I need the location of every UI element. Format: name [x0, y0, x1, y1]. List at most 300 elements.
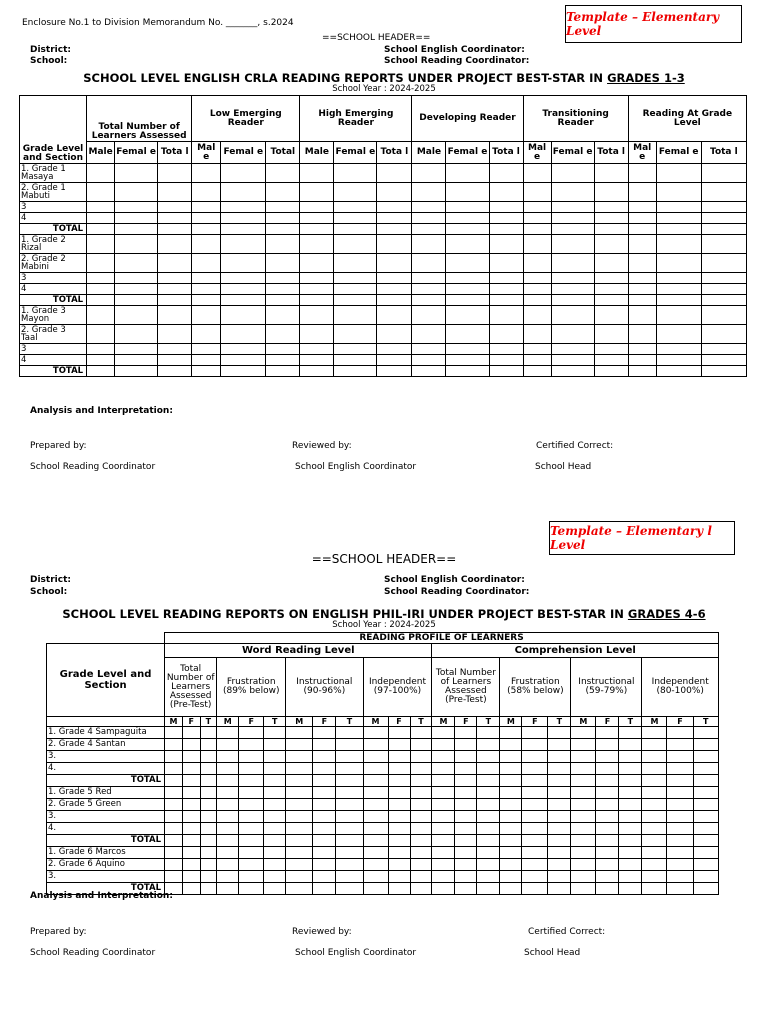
data-cell[interactable] [701, 273, 746, 284]
data-cell[interactable] [523, 306, 551, 325]
data-cell[interactable] [217, 811, 239, 823]
data-cell[interactable] [642, 847, 667, 859]
data-cell[interactable] [336, 763, 363, 775]
data-cell[interactable] [571, 739, 596, 751]
data-cell[interactable] [693, 811, 718, 823]
data-cell[interactable] [200, 811, 217, 823]
data-cell[interactable] [523, 284, 551, 295]
data-cell[interactable] [667, 859, 693, 871]
data-cell[interactable] [334, 202, 377, 213]
data-cell[interactable] [300, 295, 334, 306]
data-cell[interactable] [642, 883, 667, 895]
data-cell[interactable] [182, 883, 200, 895]
data-cell[interactable] [264, 823, 286, 835]
data-cell[interactable] [200, 751, 217, 763]
data-cell[interactable] [432, 727, 455, 739]
data-cell[interactable] [115, 355, 158, 366]
data-cell[interactable] [628, 213, 656, 224]
data-cell[interactable] [500, 799, 522, 811]
data-cell[interactable] [693, 799, 718, 811]
data-cell[interactable] [158, 224, 192, 235]
data-cell[interactable] [500, 823, 522, 835]
data-cell[interactable] [477, 787, 500, 799]
data-cell[interactable] [446, 202, 489, 213]
data-cell[interactable] [115, 164, 158, 183]
data-cell[interactable] [693, 751, 718, 763]
data-cell[interactable] [594, 254, 628, 273]
data-cell[interactable] [182, 823, 200, 835]
data-cell[interactable] [548, 811, 571, 823]
data-cell[interactable] [182, 799, 200, 811]
data-cell[interactable] [221, 273, 266, 284]
data-cell[interactable] [548, 799, 571, 811]
data-cell[interactable] [410, 883, 432, 895]
data-cell[interactable] [377, 355, 412, 366]
data-cell[interactable] [363, 763, 388, 775]
data-cell[interactable] [548, 835, 571, 847]
data-cell[interactable] [489, 355, 523, 366]
data-cell[interactable] [221, 254, 266, 273]
data-cell[interactable] [412, 295, 446, 306]
data-cell[interactable] [693, 871, 718, 883]
data-cell[interactable] [522, 823, 548, 835]
data-cell[interactable] [523, 254, 551, 273]
data-cell[interactable] [548, 859, 571, 871]
data-cell[interactable] [286, 883, 313, 895]
data-cell[interactable] [266, 254, 300, 273]
data-cell[interactable] [410, 775, 432, 787]
data-cell[interactable] [363, 775, 388, 787]
data-cell[interactable] [522, 775, 548, 787]
data-cell[interactable] [264, 811, 286, 823]
data-cell[interactable] [363, 871, 388, 883]
data-cell[interactable] [446, 306, 489, 325]
data-cell[interactable] [286, 847, 313, 859]
data-cell[interactable] [412, 183, 446, 202]
data-cell[interactable] [642, 859, 667, 871]
data-cell[interactable] [192, 235, 221, 254]
data-cell[interactable] [300, 306, 334, 325]
data-cell[interactable] [522, 847, 548, 859]
data-cell[interactable] [165, 763, 183, 775]
data-cell[interactable] [221, 284, 266, 295]
data-cell[interactable] [239, 811, 264, 823]
data-cell[interactable] [336, 859, 363, 871]
data-cell[interactable] [200, 799, 217, 811]
data-cell[interactable] [701, 224, 746, 235]
data-cell[interactable] [336, 823, 363, 835]
data-cell[interactable] [596, 847, 619, 859]
data-cell[interactable] [701, 355, 746, 366]
data-cell[interactable] [446, 295, 489, 306]
data-cell[interactable] [334, 295, 377, 306]
data-cell[interactable] [596, 823, 619, 835]
data-cell[interactable] [87, 355, 115, 366]
data-cell[interactable] [192, 325, 221, 344]
data-cell[interactable] [596, 871, 619, 883]
data-cell[interactable] [286, 775, 313, 787]
data-cell[interactable] [628, 164, 656, 183]
data-cell[interactable] [628, 202, 656, 213]
data-cell[interactable] [221, 202, 266, 213]
data-cell[interactable] [200, 859, 217, 871]
data-cell[interactable] [446, 235, 489, 254]
data-cell[interactable] [410, 799, 432, 811]
data-cell[interactable] [200, 871, 217, 883]
data-cell[interactable] [701, 254, 746, 273]
data-cell[interactable] [377, 202, 412, 213]
data-cell[interactable] [551, 273, 594, 284]
data-cell[interactable] [336, 787, 363, 799]
data-cell[interactable] [446, 224, 489, 235]
data-cell[interactable] [217, 739, 239, 751]
data-cell[interactable] [165, 787, 183, 799]
data-cell[interactable] [239, 835, 264, 847]
data-cell[interactable] [522, 883, 548, 895]
data-cell[interactable] [313, 763, 336, 775]
data-cell[interactable] [300, 325, 334, 344]
data-cell[interactable] [489, 273, 523, 284]
data-cell[interactable] [477, 847, 500, 859]
data-cell[interactable] [500, 787, 522, 799]
data-cell[interactable] [656, 366, 701, 377]
data-cell[interactable] [656, 295, 701, 306]
data-cell[interactable] [500, 763, 522, 775]
data-cell[interactable] [455, 739, 477, 751]
data-cell[interactable] [377, 325, 412, 344]
data-cell[interactable] [432, 811, 455, 823]
data-cell[interactable] [239, 775, 264, 787]
data-cell[interactable] [410, 847, 432, 859]
data-cell[interactable] [412, 213, 446, 224]
data-cell[interactable] [300, 213, 334, 224]
data-cell[interactable] [594, 213, 628, 224]
data-cell[interactable] [217, 859, 239, 871]
data-cell[interactable] [286, 835, 313, 847]
data-cell[interactable] [388, 763, 410, 775]
data-cell[interactable] [377, 224, 412, 235]
data-cell[interactable] [115, 235, 158, 254]
data-cell[interactable] [363, 823, 388, 835]
data-cell[interactable] [412, 224, 446, 235]
data-cell[interactable] [477, 751, 500, 763]
data-cell[interactable] [300, 164, 334, 183]
data-cell[interactable] [667, 787, 693, 799]
data-cell[interactable] [182, 835, 200, 847]
data-cell[interactable] [500, 727, 522, 739]
data-cell[interactable] [264, 871, 286, 883]
data-cell[interactable] [619, 751, 642, 763]
data-cell[interactable] [548, 847, 571, 859]
data-cell[interactable] [596, 775, 619, 787]
data-cell[interactable] [594, 284, 628, 295]
data-cell[interactable] [571, 811, 596, 823]
data-cell[interactable] [165, 739, 183, 751]
data-cell[interactable] [455, 823, 477, 835]
data-cell[interactable] [619, 871, 642, 883]
data-cell[interactable] [300, 202, 334, 213]
data-cell[interactable] [642, 823, 667, 835]
data-cell[interactable] [221, 224, 266, 235]
data-cell[interactable] [165, 751, 183, 763]
data-cell[interactable] [221, 183, 266, 202]
data-cell[interactable] [286, 871, 313, 883]
data-cell[interactable] [477, 871, 500, 883]
data-cell[interactable] [667, 775, 693, 787]
data-cell[interactable] [264, 847, 286, 859]
data-cell[interactable] [217, 799, 239, 811]
data-cell[interactable] [551, 284, 594, 295]
data-cell[interactable] [594, 273, 628, 284]
data-cell[interactable] [693, 883, 718, 895]
data-cell[interactable] [313, 835, 336, 847]
data-cell[interactable] [619, 883, 642, 895]
data-cell[interactable] [264, 835, 286, 847]
data-cell[interactable] [477, 775, 500, 787]
data-cell[interactable] [432, 739, 455, 751]
data-cell[interactable] [87, 273, 115, 284]
data-cell[interactable] [200, 763, 217, 775]
data-cell[interactable] [115, 366, 158, 377]
data-cell[interactable] [286, 727, 313, 739]
data-cell[interactable] [594, 355, 628, 366]
data-cell[interactable] [182, 787, 200, 799]
data-cell[interactable] [158, 164, 192, 183]
data-cell[interactable] [656, 224, 701, 235]
data-cell[interactable] [489, 366, 523, 377]
data-cell[interactable] [701, 366, 746, 377]
data-cell[interactable] [87, 284, 115, 295]
data-cell[interactable] [388, 739, 410, 751]
data-cell[interactable] [642, 811, 667, 823]
data-cell[interactable] [266, 183, 300, 202]
data-cell[interactable] [477, 823, 500, 835]
data-cell[interactable] [500, 739, 522, 751]
data-cell[interactable] [571, 883, 596, 895]
data-cell[interactable] [551, 254, 594, 273]
data-cell[interactable] [455, 787, 477, 799]
data-cell[interactable] [158, 295, 192, 306]
data-cell[interactable] [500, 835, 522, 847]
data-cell[interactable] [548, 727, 571, 739]
data-cell[interactable] [158, 273, 192, 284]
data-cell[interactable] [363, 739, 388, 751]
data-cell[interactable] [667, 823, 693, 835]
data-cell[interactable] [477, 835, 500, 847]
data-cell[interactable] [158, 284, 192, 295]
data-cell[interactable] [500, 847, 522, 859]
data-cell[interactable] [313, 727, 336, 739]
data-cell[interactable] [523, 164, 551, 183]
data-cell[interactable] [87, 254, 115, 273]
data-cell[interactable] [523, 344, 551, 355]
data-cell[interactable] [455, 847, 477, 859]
data-cell[interactable] [115, 213, 158, 224]
data-cell[interactable] [165, 727, 183, 739]
data-cell[interactable] [158, 213, 192, 224]
data-cell[interactable] [158, 183, 192, 202]
data-cell[interactable] [455, 799, 477, 811]
data-cell[interactable] [115, 344, 158, 355]
data-cell[interactable] [388, 859, 410, 871]
data-cell[interactable] [523, 325, 551, 344]
data-cell[interactable] [596, 751, 619, 763]
data-cell[interactable] [300, 344, 334, 355]
data-cell[interactable] [642, 739, 667, 751]
data-cell[interactable] [221, 235, 266, 254]
data-cell[interactable] [446, 213, 489, 224]
data-cell[interactable] [313, 799, 336, 811]
data-cell[interactable] [264, 799, 286, 811]
data-cell[interactable] [522, 871, 548, 883]
data-cell[interactable] [313, 871, 336, 883]
data-cell[interactable] [410, 727, 432, 739]
data-cell[interactable] [87, 183, 115, 202]
data-cell[interactable] [551, 325, 594, 344]
data-cell[interactable] [182, 871, 200, 883]
data-cell[interactable] [446, 325, 489, 344]
data-cell[interactable] [200, 883, 217, 895]
data-cell[interactable] [217, 787, 239, 799]
data-cell[interactable] [693, 727, 718, 739]
data-cell[interactable] [286, 787, 313, 799]
data-cell[interactable] [410, 751, 432, 763]
data-cell[interactable] [363, 799, 388, 811]
data-cell[interactable] [489, 295, 523, 306]
data-cell[interactable] [412, 366, 446, 377]
data-cell[interactable] [701, 164, 746, 183]
data-cell[interactable] [628, 295, 656, 306]
data-cell[interactable] [87, 344, 115, 355]
data-cell[interactable] [432, 871, 455, 883]
data-cell[interactable] [548, 751, 571, 763]
data-cell[interactable] [200, 847, 217, 859]
data-cell[interactable] [334, 213, 377, 224]
data-cell[interactable] [334, 224, 377, 235]
data-cell[interactable] [412, 344, 446, 355]
data-cell[interactable] [455, 859, 477, 871]
data-cell[interactable] [165, 811, 183, 823]
data-cell[interactable] [158, 306, 192, 325]
data-cell[interactable] [221, 325, 266, 344]
data-cell[interactable] [334, 344, 377, 355]
data-cell[interactable] [334, 366, 377, 377]
data-cell[interactable] [477, 883, 500, 895]
data-cell[interactable] [455, 751, 477, 763]
data-cell[interactable] [571, 787, 596, 799]
data-cell[interactable] [551, 306, 594, 325]
data-cell[interactable] [158, 366, 192, 377]
data-cell[interactable] [628, 224, 656, 235]
data-cell[interactable] [336, 883, 363, 895]
data-cell[interactable] [571, 763, 596, 775]
data-cell[interactable] [523, 366, 551, 377]
data-cell[interactable] [642, 871, 667, 883]
data-cell[interactable] [642, 751, 667, 763]
data-cell[interactable] [522, 751, 548, 763]
data-cell[interactable] [239, 871, 264, 883]
data-cell[interactable] [217, 823, 239, 835]
data-cell[interactable] [596, 799, 619, 811]
data-cell[interactable] [410, 859, 432, 871]
data-cell[interactable] [594, 344, 628, 355]
data-cell[interactable] [388, 727, 410, 739]
data-cell[interactable] [200, 835, 217, 847]
data-cell[interactable] [313, 883, 336, 895]
data-cell[interactable] [596, 739, 619, 751]
data-cell[interactable] [300, 235, 334, 254]
data-cell[interactable] [410, 823, 432, 835]
data-cell[interactable] [412, 254, 446, 273]
data-cell[interactable] [363, 883, 388, 895]
data-cell[interactable] [642, 763, 667, 775]
data-cell[interactable] [165, 835, 183, 847]
data-cell[interactable] [477, 739, 500, 751]
data-cell[interactable] [446, 183, 489, 202]
data-cell[interactable] [221, 355, 266, 366]
data-cell[interactable] [221, 295, 266, 306]
data-cell[interactable] [656, 254, 701, 273]
data-cell[interactable] [596, 835, 619, 847]
data-cell[interactable] [432, 883, 455, 895]
data-cell[interactable] [239, 799, 264, 811]
data-cell[interactable] [667, 811, 693, 823]
data-cell[interactable] [477, 799, 500, 811]
data-cell[interactable] [551, 213, 594, 224]
data-cell[interactable] [239, 883, 264, 895]
data-cell[interactable] [192, 224, 221, 235]
data-cell[interactable] [266, 325, 300, 344]
data-cell[interactable] [388, 871, 410, 883]
data-cell[interactable] [363, 787, 388, 799]
data-cell[interactable] [500, 751, 522, 763]
data-cell[interactable] [667, 727, 693, 739]
data-cell[interactable] [455, 883, 477, 895]
data-cell[interactable] [489, 213, 523, 224]
data-cell[interactable] [336, 811, 363, 823]
data-cell[interactable] [642, 775, 667, 787]
data-cell[interactable] [455, 775, 477, 787]
data-cell[interactable] [217, 847, 239, 859]
data-cell[interactable] [410, 835, 432, 847]
data-cell[interactable] [115, 254, 158, 273]
data-cell[interactable] [334, 325, 377, 344]
data-cell[interactable] [596, 763, 619, 775]
data-cell[interactable] [619, 823, 642, 835]
data-cell[interactable] [286, 751, 313, 763]
data-cell[interactable] [500, 871, 522, 883]
data-cell[interactable] [667, 883, 693, 895]
data-cell[interactable] [266, 295, 300, 306]
data-cell[interactable] [377, 164, 412, 183]
data-cell[interactable] [410, 763, 432, 775]
data-cell[interactable] [455, 871, 477, 883]
data-cell[interactable] [217, 763, 239, 775]
data-cell[interactable] [334, 355, 377, 366]
data-cell[interactable] [336, 871, 363, 883]
data-cell[interactable] [313, 751, 336, 763]
data-cell[interactable] [701, 202, 746, 213]
data-cell[interactable] [388, 823, 410, 835]
data-cell[interactable] [523, 295, 551, 306]
data-cell[interactable] [522, 763, 548, 775]
data-cell[interactable] [701, 344, 746, 355]
data-cell[interactable] [300, 366, 334, 377]
data-cell[interactable] [594, 325, 628, 344]
data-cell[interactable] [500, 811, 522, 823]
data-cell[interactable] [313, 811, 336, 823]
data-cell[interactable] [300, 254, 334, 273]
